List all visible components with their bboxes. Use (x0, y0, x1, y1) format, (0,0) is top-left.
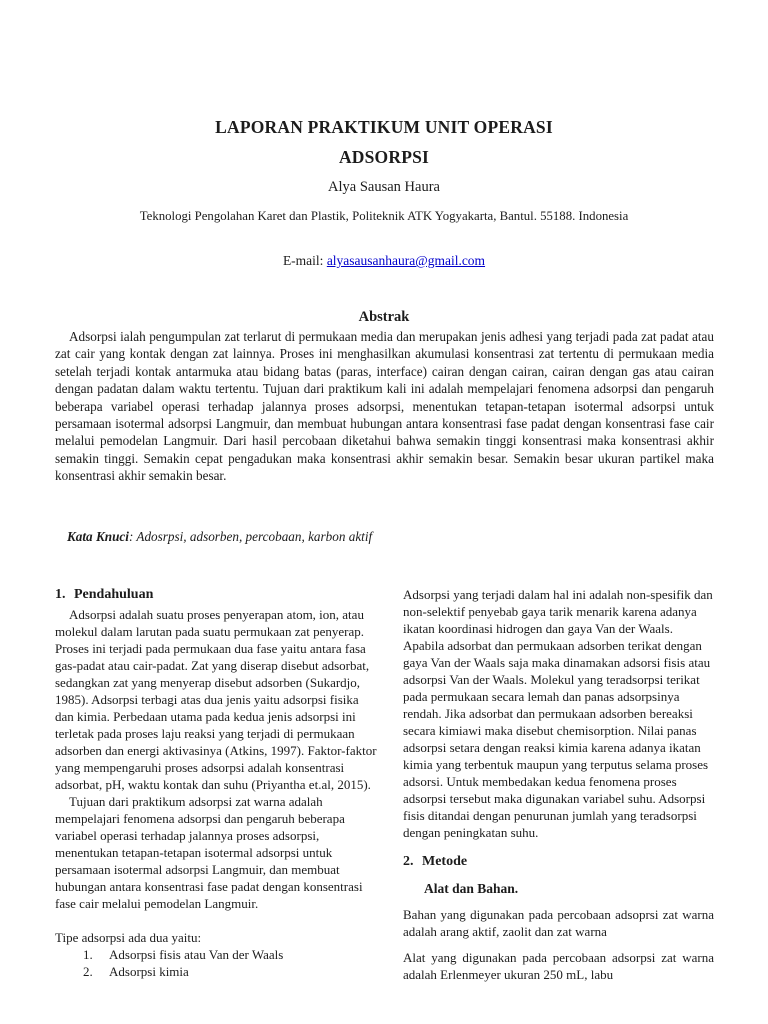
adsorption-types-intro: Tipe adsorpsi ada dua yaitu: (55, 930, 202, 945)
list-item-label: Adsorpsi fisis atau Van der Waals (109, 947, 284, 962)
list-item-label: Adsorpsi kimia (109, 964, 189, 979)
tools-materials-heading: Alat dan Bahan. (424, 881, 519, 896)
keywords-line (67, 529, 707, 545)
abstract-body: Adsorpsi ialah pengumpulan zat terlarut di permukaan media dan merupakan jenis adhesi yang terjadi pada zat padat atau zat cair yang kontak dengan zat lainnya. Proses ini menghasilkan akumulasi konsentrasi zat tertentu di permukaan media setelah terjadi kontak antarmuka atau bidang batas (paras, interface) cairan dengan cairan, cairan dengan gas atau cairan dengan padatan dalam waktu tertentu. Tujuan dari praktikum kali ini adalah mempelajari fenomena adsorpsi dan pengaruh beberapa variabel operasi terhadap jalannya proses adsorpsi, menentukan tetapan-tetapan isotermal adsorpsi untuk persamaan isotermal adsorpsi Langmuir, dan membuat hubungan antara konsentrasi fase padat dengan konsentrasi fase cair melalui pemodelan Langmuir. Dari hasil percobaan diketahui bahwa semakin tinggi konsentrasi maka konsentrasi akhir semakin tinggi. Semakin cepat pengadukan maka konsentrasi akhir semakin besar. Semakin besar ukuran partikel maka konsentrasi akhir semakin besar. (55, 329, 714, 484)
adsorption-type-item (55, 946, 379, 963)
adsorption-type-list (55, 946, 379, 980)
paper-title-line-1: LAPORAN PRAKTIKUM UNIT OPERASI (215, 117, 553, 137)
email-link[interactable]: alyasausanhaura@gmail.com (326, 253, 486, 268)
method-section-number: 2. (403, 854, 414, 869)
method-section-title: Metode (422, 854, 468, 869)
method-section-heading (403, 853, 714, 870)
keywords-label: Kata Knuci (67, 529, 129, 544)
keywords-text: Adosrpsi, adsorben, percobaan, karbon aktif (136, 529, 373, 544)
author-name: Alya Sausan Haura (328, 179, 440, 195)
keywords-separator: : (128, 529, 137, 544)
adsorption-type-item (55, 963, 379, 980)
column-left (55, 586, 379, 1024)
tools-paragraph: Alat yang digunakan pada percobaan adsorpsi zat warna adalah Erlenmeyer ukuran 250 mL, labu (403, 950, 714, 982)
paper-title-line-2: ADSORPSI (338, 147, 430, 167)
affiliation: Teknologi Pengolahan Karet dan Plastik, Politeknik ATK Yogyakarta, Bantul. 55188. Indonesia (139, 209, 629, 223)
column-right (403, 586, 714, 1024)
two-column-body (55, 586, 714, 1024)
intro-section-number: 1. (55, 587, 66, 602)
intro-paragraph-1: Adsorpsi adalah suatu proses penyerapan atom, ion, atau molekul dalam larutan pada suatu permukaan zat penyerap. Proses ini terjadi pada permukaan dua fase yaitu antara fasa gas-padat atau cair-padat. Zat yang diserap disebut adsorbat, sedangkan zat yang menyerap disebut adsorben (Sukardjo, 1985). Adsorpsi terbagi atas dua jenis yaitu adsorpsi fisika dan kimia. Perbedaan utama pada kedua jenis adsorpsi ini terletak pada proses laju reaksi yang terjadi di permukaan adsorben dan energi aktivasinya (Atkins, 1997). Faktor-faktor yang mempengaruhi proses adsorpsi adalah konsentrasi adsorbat, pH, waktu kontak dan suhu (Priyantha et.al, 2015). (55, 607, 377, 792)
right-column-paragraph: Adsorpsi yang terjadi dalam hal ini adalah non-spesifik dan non-selektif penyebab gaya tarik menarik karena adanya ikatan koordinasi hidrogen dan gaya Van der Waals. Apabila adsorbat dan permukaan adsorben terikat dengan gaya Van der Waals saja maka dinamakan adsorsi fisis atau adsorpsi Van der Waals. Molekul yang teradsorpsi terikat pada permukaan secara lemah dan panas adsorpsinya rendah. Jika adsorbat dan permukaan adsorben bereaksi secara kimiawi maka disebut chemisorption. Nilai panas adsorpsi setara dengan reaksi kimia karena adanya ikatan kimia yang terbentuk maupun yang terputus selama proses adsorsi. Untuk membedakan kedua fenomena proses adsorpsi tersebut maka digunakan variabel suhu. Adsorpsi fisis ditandai dengan penurunan jumlah yang teradsorpsi dengan peningkatan suhu. (403, 587, 713, 840)
email-row (0, 253, 768, 269)
abstract-heading: Abstrak (358, 309, 410, 325)
intro-section-title: Pendahuluan (74, 587, 154, 602)
email-label: E-mail: (282, 253, 327, 268)
list-item-number: 1. (83, 947, 93, 962)
paper-title (0, 112, 768, 172)
intro-section-heading (55, 586, 379, 603)
materials-paragraph: Bahan yang digunakan pada percobaan adsoprsi zat warna adalah arang aktif, zaolit dan zat warna (403, 907, 714, 939)
list-item-number: 2. (83, 964, 93, 979)
intro-paragraph-2: Tujuan dari praktikum adsorpsi zat warna adalah mempelajari fenomena adsorpsi dan pengaruh beberapa variabel operasi terhadap jalannya proses adsorpsi, menentukan tetapan-tetapan isotermal adsorpsi untuk persamaan isotermal adsorpsi Langmuir, dan membuat hubungan antara konsentrasi fase padat dengan konsentrasi fase cair melalui pemodelan Langmuir. (55, 794, 363, 911)
